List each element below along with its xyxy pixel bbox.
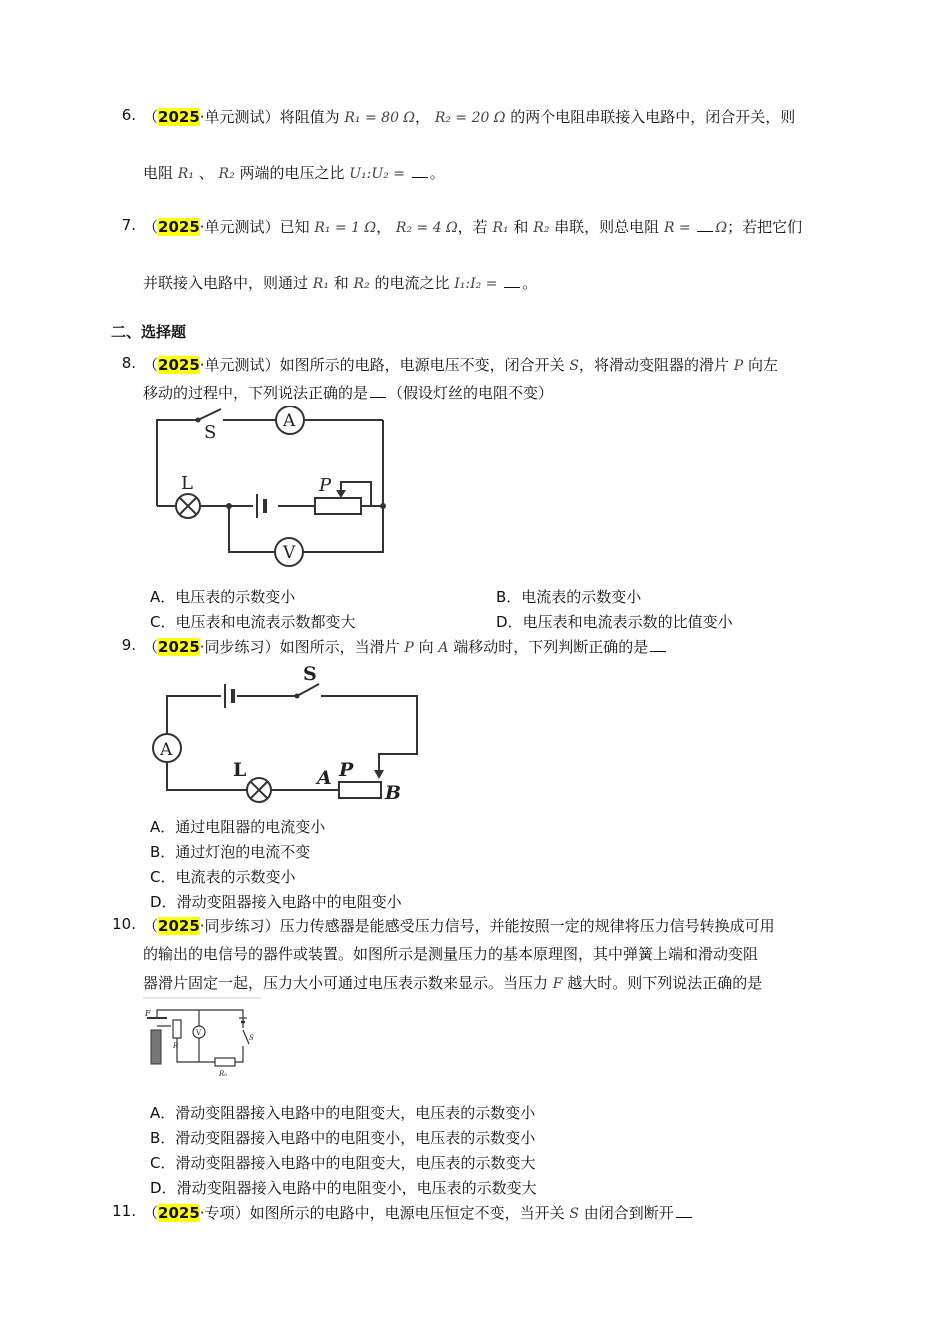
wire [321,696,417,770]
math-r2: R₂ = 20 Ω [434,110,506,126]
question-line: （2025·同步练习）如图所示，当滑片 P 向 A 端移动时，下列判断正确的是 [143,636,668,657]
label-ammeter: A [160,740,173,760]
question-line: 电阻 R₁ 、 R₂ 两端的电压之比 U₁:U₂ = 。 [143,164,445,182]
question-line: 移动的过程中，下列说法正确的是 （假设灯丝的电阻不变） [143,384,554,402]
spring [151,1030,161,1064]
question-line: （2025·同步练习）压力传感器是能感受压力信号，并能按照一定的规律将压力信号转换成可用 [143,917,775,935]
source-tag: 单元测试 [204,108,265,126]
question-number: 6. [121,106,136,124]
label-l: L [233,759,247,781]
circuit-diagram-q8 [143,406,393,576]
label-b-end: B [385,782,402,804]
year-highlight: 2025 [158,1204,200,1222]
source-tag: 单元测试 [204,356,265,374]
question-number: 9. [121,636,136,654]
label-voltmeter: V [196,1029,202,1037]
wire [229,506,275,552]
answer-blank[interactable] [370,383,386,398]
label-p: P [319,475,332,496]
circuit-diagram-q9 [143,658,433,808]
source-tag: 同步练习 [204,917,265,935]
math-r1: R₁ = 80 Ω [344,110,416,126]
question-number: 10. [112,915,136,933]
question-line: 并联接入电路中，则通过 R₁ 和 R₂ 的电流之比 I₁:I₂ = 。 [143,274,538,292]
option-c[interactable]: C．电压表和电流表示数都变大 [150,613,356,631]
switch-pivot [295,694,300,699]
option-c[interactable]: C．电流表的示数变小 [150,868,296,886]
answer-blank[interactable] [650,637,666,652]
option-a[interactable]: A．电压表的示数变小 [150,588,296,606]
fixed-resistor-r0 [215,1058,235,1066]
option-b[interactable]: B．通过灯泡的电流不变 [150,843,311,861]
source-tag: 同步练习 [204,638,265,656]
source-tag: 专项 [204,1204,235,1222]
label-s: S [204,422,217,443]
question-number: 7. [121,216,136,234]
section-heading: 二、选择题 [111,323,187,341]
rheostat-resistor [173,1020,181,1038]
year-highlight: 2025 [158,218,200,236]
wire [167,696,221,734]
label-voltmeter: V [283,543,296,563]
question-line: （2025·专项）如图所示的电路中，电源电压恒定不变，当开关 S 由闭合到断开 [143,1202,694,1223]
switch-lever [198,409,221,420]
label-a-end: A [317,767,332,789]
label-s: S [249,1034,254,1042]
label-r0: R₀ [219,1070,228,1078]
label-l: L [181,473,193,494]
question-line: 的输出的电信号的器件或装置。如图所示是测量压力的基本原理图，其中弹簧上端和滑动变阻 [143,945,759,963]
label-r: R [173,1042,179,1050]
question-number: 11. [112,1202,136,1220]
year-highlight: 2025 [158,108,200,126]
rheostat-resistor [339,782,381,798]
label-p: P [339,759,354,781]
wire [157,1010,243,1028]
option-d[interactable]: D．电压表和电流表示数的比值变小 [496,613,733,631]
source-tag: 单元测试 [204,218,265,236]
option-d[interactable]: D．滑动变阻器接入电路中的电阻变小 [150,893,402,911]
answer-blank[interactable] [504,273,520,288]
label-ammeter: A [283,411,296,431]
label-f: F [145,1009,151,1018]
option-c[interactable]: C．滑动变阻器接入电路中的电阻变大，电压表的示数变大 [150,1154,536,1172]
answer-blank[interactable] [412,163,428,178]
circuit-diagram-q10 [143,996,261,1082]
answer-blank[interactable] [697,217,713,232]
label-s: S [303,663,317,685]
answer-blank[interactable] [676,1203,692,1218]
option-b[interactable]: B．滑动变阻器接入电路中的电阻变小，电压表的示数变小 [150,1129,536,1147]
rheostat-resistor [315,498,361,514]
question-line: （2025·单元测试）将阻值为 R₁ = 80 Ω， R₂ = 20 Ω 的两个电阻串联接入电路中，闭合开关，则 [143,108,796,126]
slider-arrow [336,490,346,498]
year-highlight: 2025 [158,917,200,935]
junction-dot [380,503,386,509]
slider-arrow [374,770,384,779]
junction-dot [226,503,232,509]
question-line: （2025·单元测试）已知 R₁ = 1 Ω， R₂ = 4 Ω，若 R₁ 和 R₂ 串联，则总电阻 R = Ω；若把它们 [143,218,803,236]
year-highlight: 2025 [158,356,200,374]
question-number: 8. [121,354,136,372]
year-highlight: 2025 [158,638,200,656]
question-line: 器滑片固定一起，压力大小可通过电压表示数来显示。当压力 F 越大时。则下列说法正确的是 [143,974,763,992]
switch-pivot [196,418,201,423]
option-a[interactable]: A．通过电阻器的电流变小 [150,818,326,836]
option-d[interactable]: D．滑动变阻器接入电路中的电阻变小，电压表的示数变大 [150,1179,537,1197]
question-line: （2025·单元测试）如图所示的电路，电源电压不变，闭合开关 S，将滑动变阻器的滑片 P 向左 [143,356,778,374]
option-a[interactable]: A．滑动变阻器接入电路中的电阻变大，电压表的示数变小 [150,1104,536,1122]
wire [235,1046,243,1062]
switch-lever [297,684,319,696]
option-b[interactable]: B．电流表的示数变小 [496,588,642,606]
